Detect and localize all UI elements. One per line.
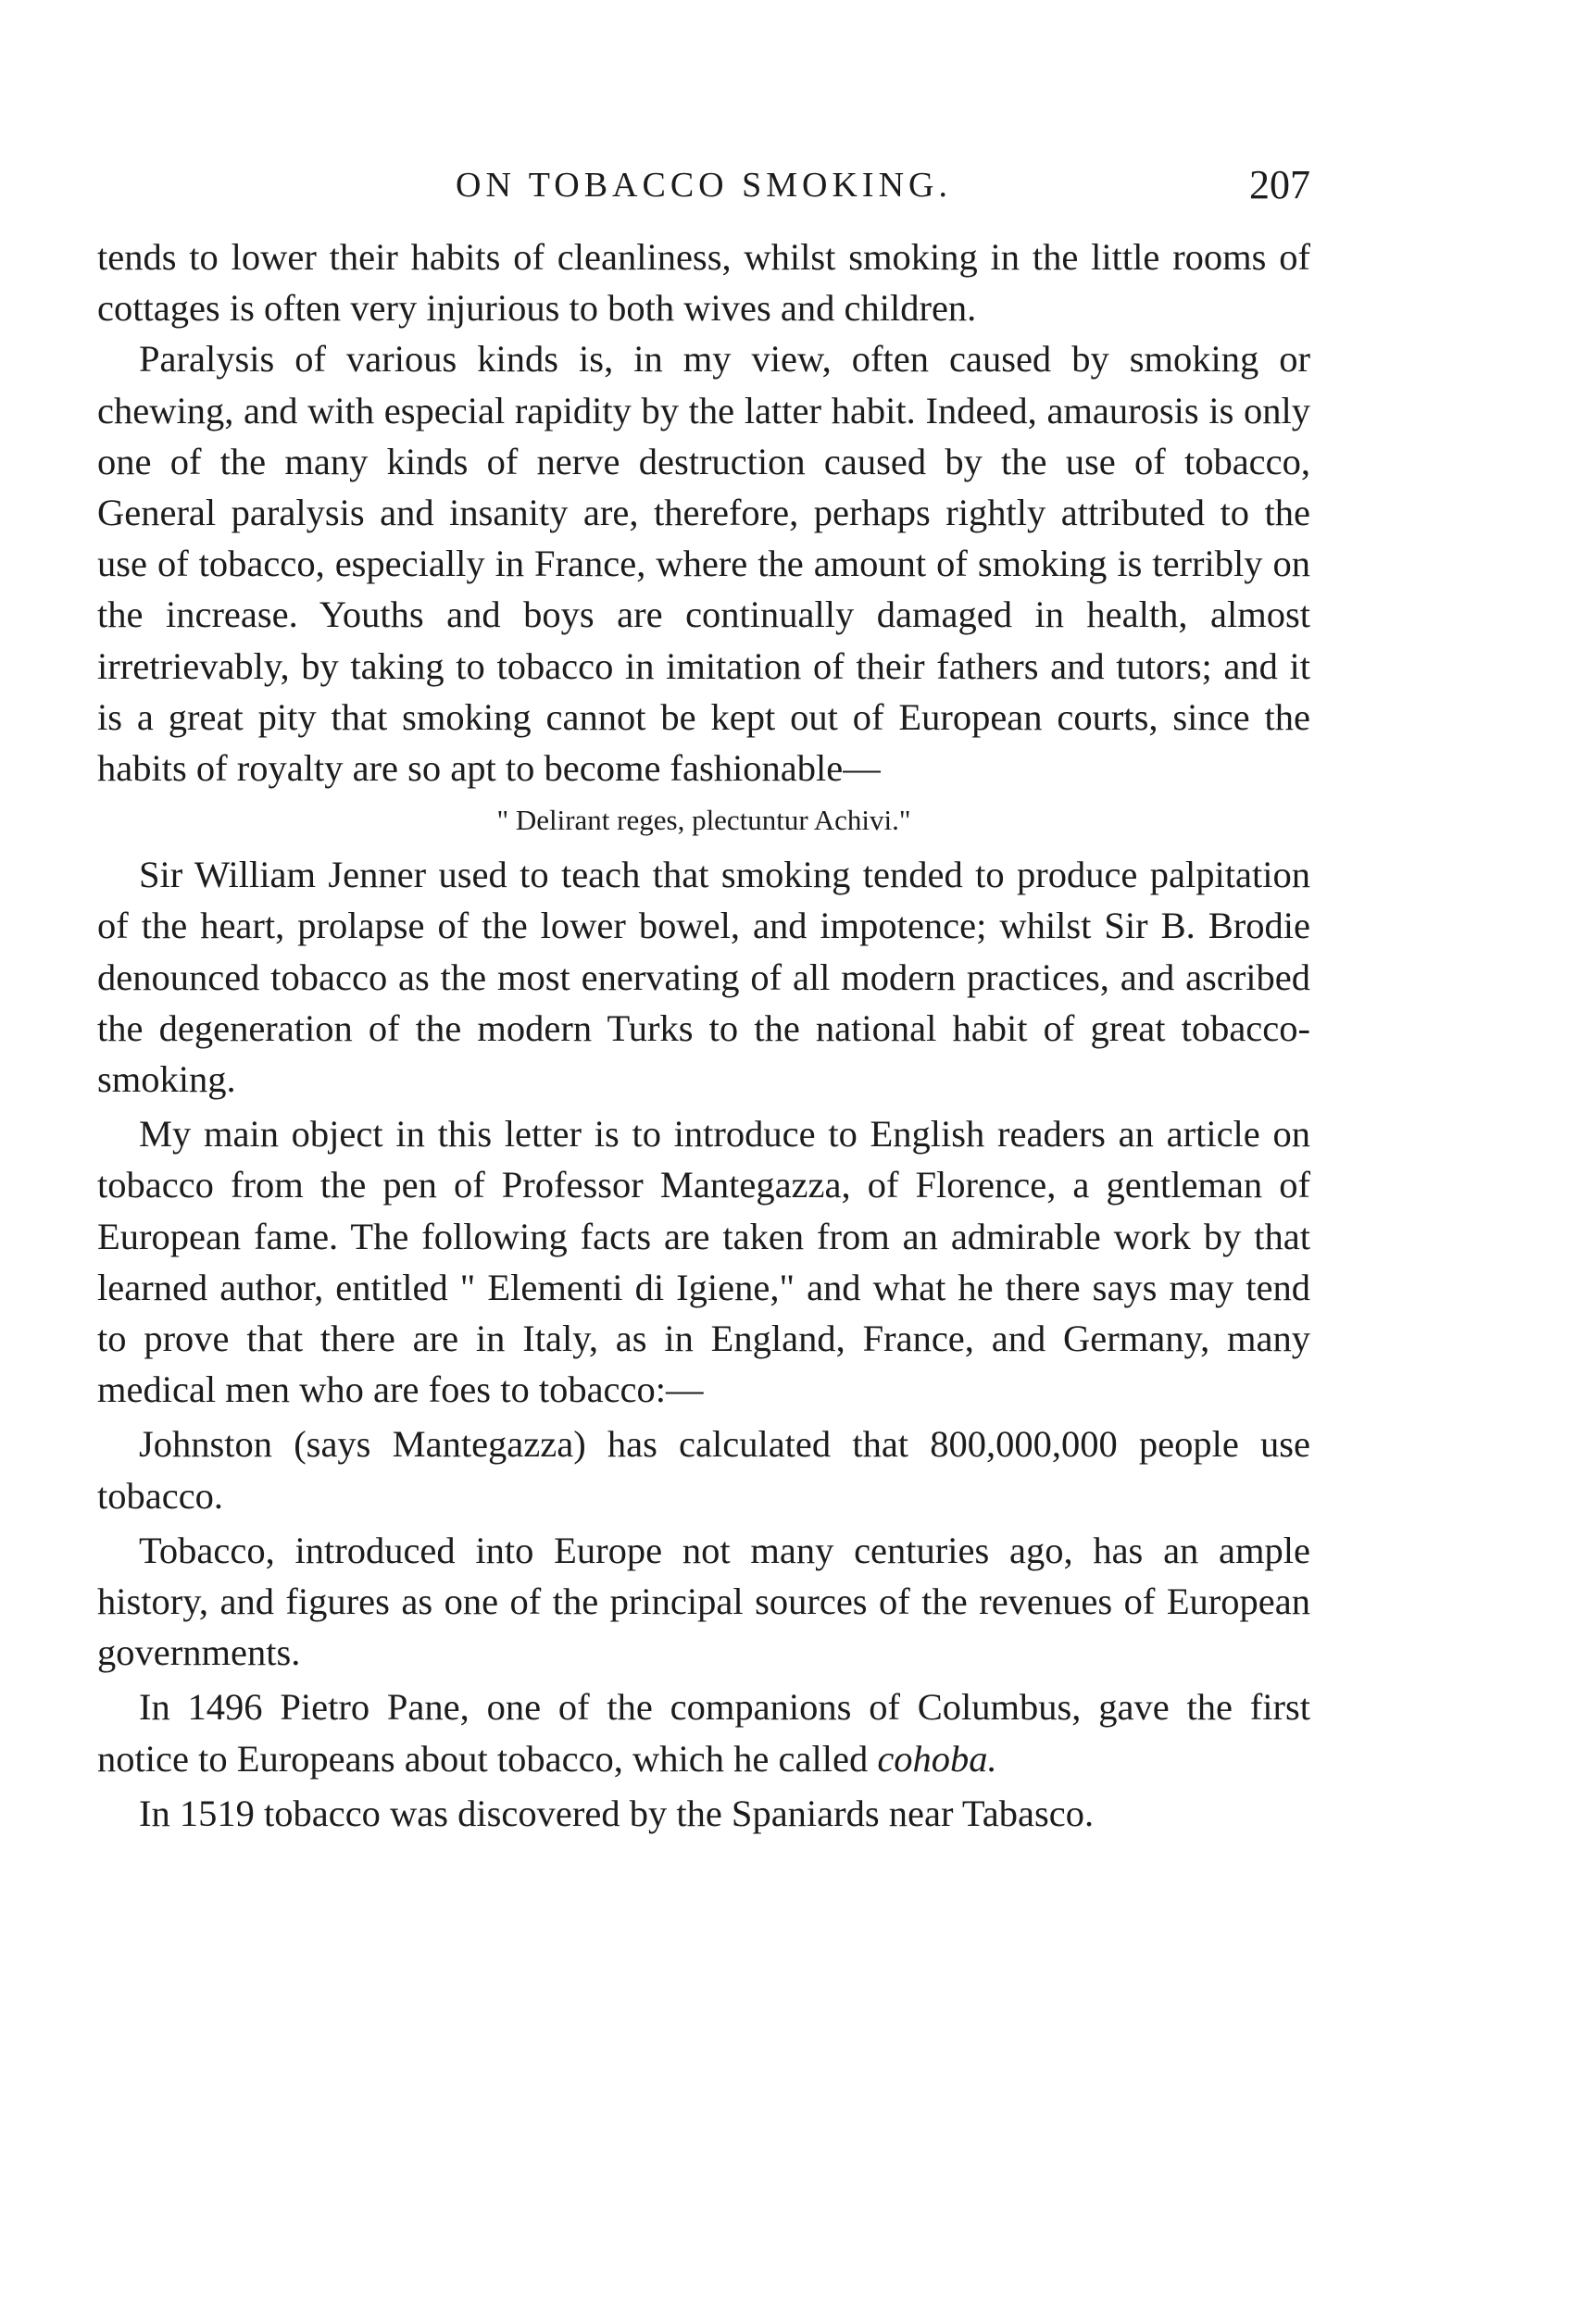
cohoba-word: cohoba. <box>877 1737 997 1780</box>
paragraph-jenner: Sir William Jenner used to teach that smoking tended to produce palpitation of the heart, prolapse of the lower bowel, and impotence; whilst Sir B. Brodie denounced tobacco as the most enervating of all modern practices, and ascribed the degeneration of the modern Turks to the national habit of great tobacco-smoking. <box>97 854 1310 1101</box>
page-number: 207 <box>1249 162 1310 207</box>
paragraph-pietro-pane <box>97 1681 1310 1783</box>
latin-quotation: " Delirant reges, plectuntur Achivi." <box>496 804 911 837</box>
paragraph-paralysis: Paralysis of various kinds is, in my view, often caused by smoking or chewing, and with especial rapidity by the latter habit. Indeed, amaurosis is only one of the many kinds of nerve destruction caused by the use of tobacco, General paralysis and insanity are, therefore, perhaps rightly attributed to the use of tobacco, especially in France, where the amount of smoking is terribly on the increase. Youths and boys are continually damaged in health, almost irretrievably, by taking to tobacco in imitation of their fathers and tutors; and it is a great pity that smoking cannot be kept out of European courts, since the habits of royalty are so apt to become fashionable— <box>97 338 1310 790</box>
pietro-pane-text: In 1496 Pietro Pane, one of the companions of Columbus, gave the first notice to Europeans about tobacco, which he called <box>97 1686 1310 1780</box>
paragraph-tobacco-history: Tobacco, introduced into Europe not many centuries ago, has an ample history, and figures as one of the principal sources of the revenues of European governments. <box>97 1529 1310 1674</box>
running-head <box>97 162 1310 220</box>
paragraph-continuation: tends to lower their habits of cleanliness, whilst smoking in the little rooms of cottages is often very injurious to both wives and children. <box>97 236 1310 330</box>
paragraph-johnston: Johnston (says Mantegazza) has calculated that 800,000,000 people use tobacco. <box>97 1423 1310 1517</box>
running-title: ON TOBACCO SMOKING. <box>456 166 952 205</box>
paragraph-main-object: My main object in this letter is to introduce to English readers an article on tobacco from the pen of Professor Mantegazza, of Florence, a gentleman of European fame. The following facts are taken from an admirable work by that learned author, entitled " Elementi di Igiene," and what he there says may tend to prove that there are in Italy, as in England, France, and Germany, many medical men who are foes to tobacco:— <box>97 1113 1310 1411</box>
paragraph-tabasco: In 1519 tobacco was discovered by the Spaniards near Tabasco. <box>139 1792 1095 1834</box>
body-text <box>97 231 1310 1839</box>
